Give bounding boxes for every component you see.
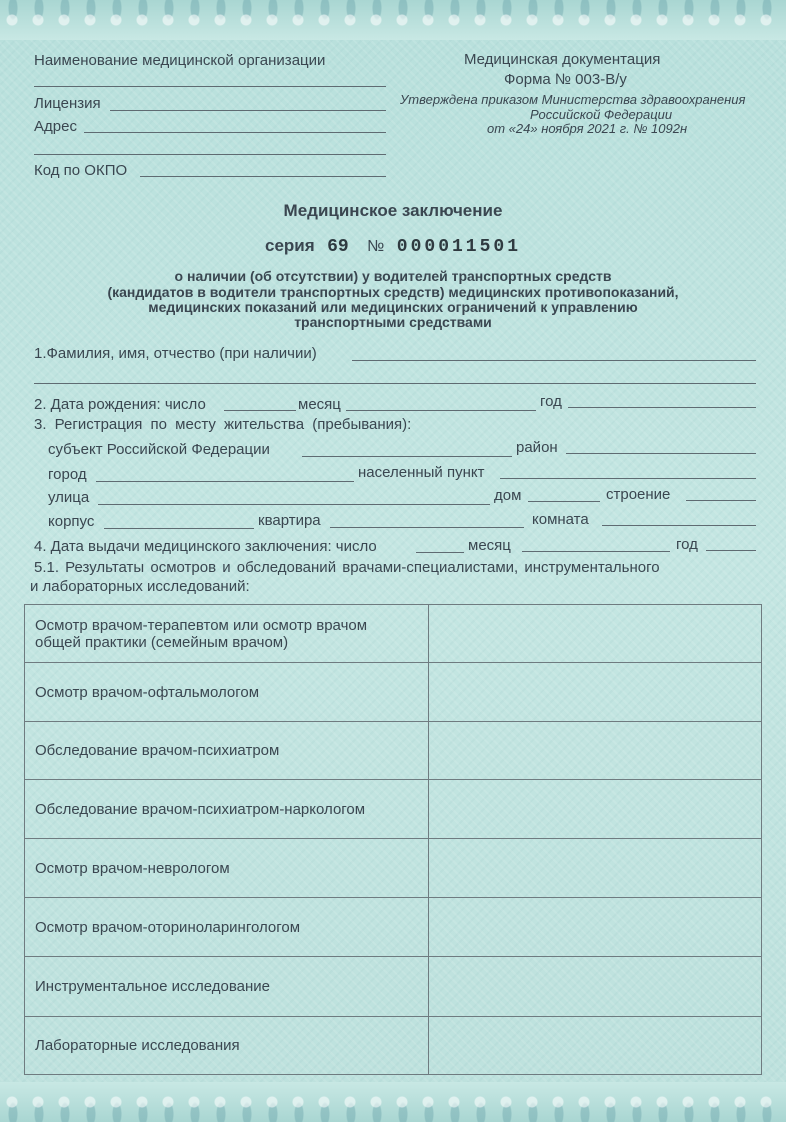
subtitle-line-2: (кандидатов в водители транспортных средств) медицинских противопоказаний, xyxy=(107,284,679,300)
building-label: строение xyxy=(606,486,671,503)
table-cell-result[interactable] xyxy=(428,605,761,663)
row-label: Инструментальное исследование xyxy=(25,957,429,1017)
apartment-label: квартира xyxy=(258,512,321,529)
subtitle-line-3: медицинских показаний или медицинских ограничений к управлению xyxy=(148,299,638,315)
birth-year-line xyxy=(568,407,756,408)
table-row xyxy=(25,957,762,1017)
room-line xyxy=(602,525,756,526)
issue-year-label: год xyxy=(676,536,698,553)
fio-line xyxy=(352,360,756,361)
table-row xyxy=(25,722,762,780)
subtitle-line-4: транспортными средствами xyxy=(294,314,492,330)
issue-day-line xyxy=(416,552,464,553)
birth-month-label: месяц xyxy=(298,396,341,413)
birth-day-line xyxy=(224,410,296,411)
table-cell-result[interactable] xyxy=(428,898,761,957)
decorative-border-bottom xyxy=(0,1082,786,1122)
row-label: Лабораторные исследования xyxy=(25,1017,429,1075)
results-label-line-2: и лабораторных исследований: xyxy=(30,578,250,595)
series-label: серия xyxy=(264,236,315,255)
locality-label: населенный пункт xyxy=(358,464,485,481)
table-cell-result[interactable] xyxy=(428,663,761,722)
issue-month-line xyxy=(522,551,670,552)
address-line xyxy=(84,132,386,133)
city-line xyxy=(96,481,354,482)
okpo-line xyxy=(140,176,386,177)
table-row xyxy=(25,839,762,898)
series-number-line xyxy=(0,236,786,257)
row-label: Обследование врачом-психиатром xyxy=(25,722,429,780)
decorative-border-top xyxy=(0,0,786,40)
subject-label: субъект Российской Федерации xyxy=(48,441,270,458)
fio-line-2 xyxy=(34,383,756,384)
issue-year-line xyxy=(706,550,756,551)
table-row xyxy=(25,1017,762,1075)
table-cell-result[interactable] xyxy=(428,780,761,839)
number-value: 000011501 xyxy=(396,237,522,257)
street-label: улица xyxy=(48,489,90,506)
doc-type: Медицинская документация xyxy=(464,51,661,68)
results-table xyxy=(24,604,762,1075)
results-label-line-1: 5.1. Результаты осмотров и обследований врачами-специалистами, инструментального xyxy=(34,559,660,576)
org-name-line xyxy=(34,86,386,87)
series-value: 69 xyxy=(327,237,349,257)
org-name-label: Наименование медицинской организации xyxy=(34,52,326,69)
row-label: Осмотр врачом-оториноларингологом xyxy=(25,898,429,957)
birth-label: 2. Дата рождения: число xyxy=(34,396,206,413)
table-row xyxy=(25,663,762,722)
license-line xyxy=(110,110,386,111)
row-label-line-2: общей практики (семейным врачом) xyxy=(35,633,289,651)
block-label: корпус xyxy=(48,513,95,530)
table-cell-label xyxy=(25,605,429,663)
row-label: Осмотр врачом-офтальмологом xyxy=(25,663,429,722)
fio-label: 1.Фамилия, имя, отчество (при наличии) xyxy=(34,345,317,362)
row-label: Обследование врачом-психиатром-наркологом xyxy=(25,780,429,839)
approval-line-2: Российской Федерации xyxy=(530,107,673,122)
table-cell-result[interactable] xyxy=(428,1017,761,1075)
approval-line-3: от «24» ноября 2021 г. № 1092н xyxy=(487,121,688,136)
approval-line-1: Утверждена приказом Министерства здравоохранения xyxy=(400,92,746,107)
address-label: Адрес xyxy=(34,118,77,135)
table-cell-result[interactable] xyxy=(428,957,761,1017)
subtitle-line-1: о наличии (об отсутствии) у водителей транспортных средств xyxy=(174,268,612,284)
number-sign: № xyxy=(367,238,385,255)
issue-month-label: месяц xyxy=(468,537,511,554)
license-label: Лицензия xyxy=(34,95,101,112)
table-cell-result[interactable] xyxy=(428,839,761,898)
locality-line xyxy=(500,478,756,479)
registration-label: 3. Регистрация по месту жительства (пребывания): xyxy=(34,416,412,433)
building-line xyxy=(686,500,756,501)
district-label: район xyxy=(516,439,558,456)
table-row xyxy=(25,780,762,839)
form-number: Форма № 003-В/у xyxy=(504,71,627,88)
birth-month-line xyxy=(346,410,536,411)
apartment-line xyxy=(330,527,524,528)
table-row xyxy=(25,898,762,957)
street-line xyxy=(98,504,490,505)
subject-line xyxy=(302,456,512,457)
district-line xyxy=(566,453,756,454)
house-label: дом xyxy=(494,487,522,504)
address-line-2 xyxy=(34,154,386,155)
issue-date-label: 4. Дата выдачи медицинского заключения: число xyxy=(34,538,377,555)
document-title: Медицинское заключение xyxy=(283,201,503,220)
table-row xyxy=(25,605,762,663)
house-line xyxy=(528,501,600,502)
row-label-line-1: Осмотр врачом-терапевтом или осмотр врачом xyxy=(35,616,368,634)
room-label: комната xyxy=(532,511,589,528)
row-label: Осмотр врачом-неврологом xyxy=(25,839,429,898)
city-label: город xyxy=(48,466,87,483)
okpo-label: Код по ОКПО xyxy=(34,162,128,179)
table-cell-result[interactable] xyxy=(428,722,761,780)
block-line xyxy=(104,528,254,529)
birth-year-label: год xyxy=(540,393,562,410)
